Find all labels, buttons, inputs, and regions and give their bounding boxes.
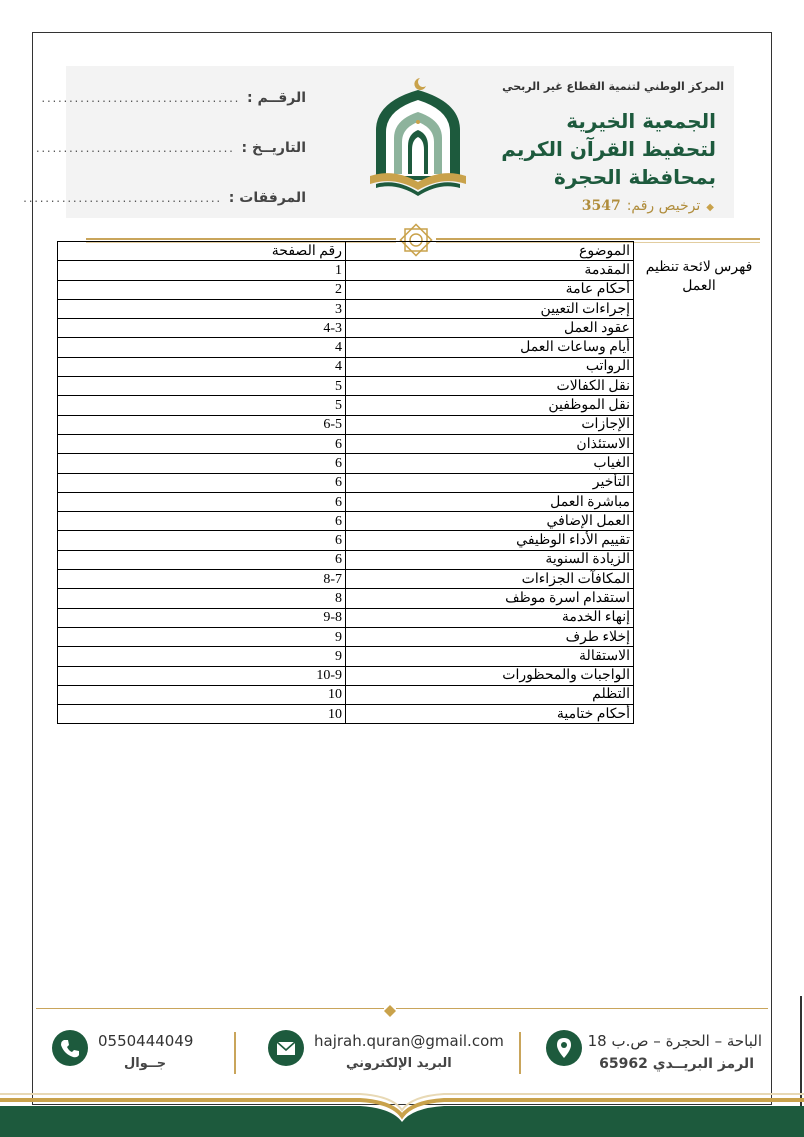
page-number-cell: 6 [58, 512, 346, 531]
diamond-icon [384, 1002, 396, 1014]
page-number-cell: 9 [58, 627, 346, 646]
organization-name-block [500, 66, 728, 218]
page-number-cell: 8-7 [58, 570, 346, 589]
page-number-cell: 8 [58, 589, 346, 608]
page-number-cell: 5 [58, 396, 346, 415]
phone-number: 0550444049 [98, 1032, 194, 1050]
license-number: 3547 [581, 198, 621, 214]
email-address: hajrah.quran@gmail.com [314, 1032, 504, 1050]
topic-cell: إنهاء الخدمة [346, 608, 634, 627]
email-contact [268, 1030, 504, 1080]
date-label: التاريــخ : [241, 140, 306, 156]
table-header-row [58, 242, 634, 261]
footer-separator [234, 1032, 236, 1074]
attachments-label: المرفقات : [228, 190, 306, 206]
table-row [58, 473, 634, 492]
org-parent-center: المركز الوطني لتنمية القطاع غير الربحي [502, 80, 724, 93]
table-row [58, 608, 634, 627]
page-number-cell: 6 [58, 492, 346, 511]
table-row [58, 454, 634, 473]
page-number-cell: 6-5 [58, 415, 346, 434]
topic-cell: العمل الإضافي [346, 512, 634, 531]
page-number-cell: 1 [58, 261, 346, 280]
phone-contact [52, 1030, 212, 1080]
phone-label: جــوال [124, 1056, 167, 1071]
table-row [58, 550, 634, 569]
page-number-cell: 4 [58, 338, 346, 357]
page-number-cell: 9-8 [58, 608, 346, 627]
attachments-dots: .................................... [22, 194, 221, 205]
diamond-icon: ◆ [706, 202, 714, 213]
page-number-cell: 6 [58, 550, 346, 569]
page-number-cell: 9 [58, 647, 346, 666]
address-line-1: الباحة – الحجرة – ص.ب 18 [587, 1032, 762, 1050]
topic-cell: إجراءات التعيين [346, 299, 634, 318]
table-row [58, 685, 634, 704]
page-number-cell: 10 [58, 685, 346, 704]
topic-cell: الزيادة السنوية [346, 550, 634, 569]
topic-cell: أحكام ختامية [346, 705, 634, 724]
table-row [58, 705, 634, 724]
table-row [58, 512, 634, 531]
topic-cell: أحكام عامة [346, 280, 634, 299]
header-topic: الموضوع [346, 242, 634, 261]
footer-divider [36, 1008, 768, 1009]
topic-cell: التأخير [346, 473, 634, 492]
topic-cell: الغياب [346, 454, 634, 473]
date-field [34, 140, 306, 156]
table-row [58, 531, 634, 550]
page-number-cell: 4 [58, 357, 346, 376]
license-info [582, 198, 714, 214]
page-number-cell: 6 [58, 434, 346, 453]
topic-cell: أيام وساعات العمل [346, 338, 634, 357]
letter-meta [22, 66, 310, 218]
topic-cell: الرواتب [346, 357, 634, 376]
index-table [57, 241, 634, 724]
topic-cell: التظلم [346, 685, 634, 704]
page-number-cell: 10 [58, 705, 346, 724]
organization-logo [362, 72, 474, 202]
page-number-cell: 6 [58, 531, 346, 550]
org-name-line-3: بمحافظة الحجرة [554, 165, 716, 189]
email-label: البريد الإلكتروني [346, 1056, 452, 1071]
topic-cell: استقدام اسرة موظف [346, 589, 634, 608]
footer-band [0, 1092, 804, 1137]
table-row [58, 280, 634, 299]
table-row [58, 434, 634, 453]
table-row [58, 570, 634, 589]
table-row [58, 589, 634, 608]
page-number-cell: 2 [58, 280, 346, 299]
table-row [58, 415, 634, 434]
table-row [58, 377, 634, 396]
page-number-cell: 5 [58, 377, 346, 396]
table-row [58, 396, 634, 415]
topic-cell: المقدمة [346, 261, 634, 280]
topic-cell: مباشرة العمل [346, 492, 634, 511]
topic-cell: عقود العمل [346, 319, 634, 338]
topic-cell: نقل الموظفين [346, 396, 634, 415]
index-caption: فهرس لائحة تنظيم العمل [645, 260, 753, 294]
table-row [58, 627, 634, 646]
topic-cell: المكافآت الجزاءات [346, 570, 634, 589]
page-number-cell: 6 [58, 473, 346, 492]
topic-cell: الإجازات [346, 415, 634, 434]
page-number-cell: 3 [58, 299, 346, 318]
license-label: ترخيص رقم: [626, 198, 701, 214]
topic-cell: تقييم الأداء الوظيفي [346, 531, 634, 550]
footer-separator [519, 1032, 521, 1074]
number-field [40, 90, 306, 106]
topic-cell: الواجبات والمحظورات [346, 666, 634, 685]
topic-cell: الاستئذان [346, 434, 634, 453]
phone-icon [52, 1030, 88, 1066]
topic-cell: نقل الكفالات [346, 377, 634, 396]
header-page-number: رقم الصفحة [58, 242, 346, 261]
number-label: الرقــم : [247, 90, 306, 106]
topic-cell: إخلاء طرف [346, 627, 634, 646]
page-number-cell: 4-3 [58, 319, 346, 338]
table-row [58, 299, 634, 318]
topic-cell: الاستقالة [346, 647, 634, 666]
table-row [58, 261, 634, 280]
table-row [58, 357, 634, 376]
address-line-2: الرمز البريــدي 65962 [599, 1056, 754, 1072]
page-number-cell: 10-9 [58, 666, 346, 685]
address-contact [546, 1030, 762, 1080]
page-number-cell: 6 [58, 454, 346, 473]
attachments-field [22, 190, 306, 206]
table-row [58, 319, 634, 338]
location-pin-icon [546, 1030, 582, 1066]
org-name-line-2: لتحفيظ القرآن الكريم [501, 137, 716, 161]
number-dots: .................................... [40, 94, 240, 105]
mail-icon [268, 1030, 304, 1066]
date-dots: .................................... [34, 144, 234, 155]
table-row [58, 666, 634, 685]
table-row [58, 647, 634, 666]
table-row [58, 492, 634, 511]
table-row [58, 338, 634, 357]
org-name-line-1: الجمعية الخيرية [566, 109, 716, 133]
